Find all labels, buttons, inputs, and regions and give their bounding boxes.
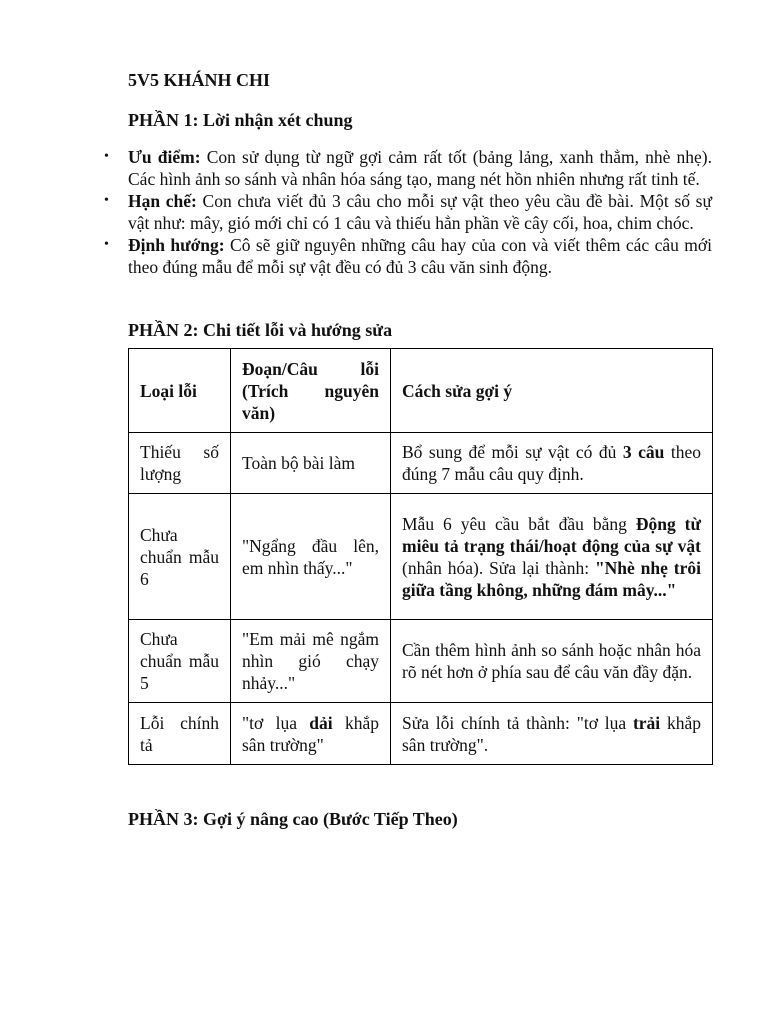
cell-fix <box>391 494 713 620</box>
table-row <box>129 494 713 620</box>
column-header-quote: Đoạn/Câu lỗi (Trích nguyên văn) <box>231 349 391 433</box>
quote-text: khắp sân trường" <box>242 712 379 755</box>
fix-text: Bổ sung để mỗi sự vật có đủ <box>402 442 623 462</box>
cell-fix <box>391 433 713 494</box>
table-row <box>129 620 713 703</box>
bullet-direction <box>128 234 712 278</box>
part2-heading: PHẦN 2: Chi tiết lỗi và hướng sửa <box>128 320 393 340</box>
part3-heading: PHẦN 3: Gợi ý nâng cao (Bước Tiếp Theo) <box>128 809 458 829</box>
fix-emphasis: "Nhè nhẹ trôi giữa tầng không, những đám mây..." <box>402 557 701 600</box>
fix-emphasis: trải <box>632 712 661 733</box>
fix-text: khắp sân trường". <box>402 712 701 755</box>
bullet-label: Định hướng: <box>128 235 225 255</box>
bullet-text: Con chưa viết đủ 3 câu cho mỗi sự vật theo yêu cầu đề bài. Một số sự vật như: mây, gió mới chỉ có 1 câu và thiếu hẳn phần về cây cối, hoa, chim chóc. <box>128 191 712 233</box>
fix-text: theo đúng 7 mẫu câu quy định. <box>402 442 701 484</box>
cell-quote: "Em mải mê ngắm nhìn gió chạy nhảy..." <box>231 620 391 703</box>
quote-emphasis: dải <box>309 712 333 733</box>
bullet-strengths <box>128 146 712 190</box>
quote-text: "tơ lụa <box>242 712 310 733</box>
error-table <box>128 348 713 765</box>
column-header-fix: Cách sửa gợi ý <box>391 349 713 433</box>
table-header-row <box>129 349 713 433</box>
document-title: 5V5 KHÁNH CHI <box>128 70 271 90</box>
fix-text: Cần thêm hình ảnh so sánh hoặc nhân hóa rõ nét hơn ở phía sau để câu văn đầy đặn. <box>402 640 701 682</box>
cell-fix <box>391 703 713 765</box>
column-header-error-type: Loại lỗi <box>129 349 231 433</box>
fix-emphasis: 3 câu <box>622 442 665 462</box>
document-page <box>128 68 712 831</box>
cell-error-type: Lỗi chính tả <box>129 703 231 765</box>
table-row <box>129 703 713 765</box>
cell-quote: Toàn bộ bài làm <box>231 433 391 494</box>
fix-text: Mẫu 6 yêu cầu bắt đầu bằng <box>402 513 636 534</box>
cell-quote <box>231 703 391 765</box>
bullet-label: Hạn chế: <box>128 191 197 211</box>
fix-emphasis: Động từ miêu tả trạng thái/hoạt động của sự vật <box>402 513 701 556</box>
cell-error-type: Chưa chuẩn mẫu 6 <box>129 494 231 620</box>
table-row <box>129 433 713 494</box>
cell-error-type: Thiếu số lượng <box>129 433 231 494</box>
fix-text: Sửa lỗi chính tả thành: "tơ lụa <box>402 712 633 733</box>
bullet-weaknesses <box>128 190 712 234</box>
cell-fix <box>391 620 713 703</box>
cell-quote: "Ngẩng đầu lên, em nhìn thấy..." <box>231 494 391 620</box>
part1-bullet-list <box>128 146 712 278</box>
bullet-label: Ưu điểm: <box>128 147 201 167</box>
cell-error-type: Chưa chuẩn mẫu 5 <box>129 620 231 703</box>
fix-text: (nhân hóa). Sửa lại thành: <box>402 557 595 578</box>
part1-heading: PHẦN 1: Lời nhận xét chung <box>128 110 353 130</box>
bullet-text: Cô sẽ giữ nguyên những câu hay của con và viết thêm các câu mới theo đúng mẫu để mỗi sự vật đều có đủ 3 câu văn sinh động. <box>128 235 712 277</box>
bullet-text: Con sử dụng từ ngữ gợi cảm rất tốt (bảng lảng, xanh thẳm, nhè nhẹ). Các hình ảnh so sánh và nhân hóa sáng tạo, mang nét hồn nhiên nhưng rất tinh tế. <box>128 147 712 189</box>
